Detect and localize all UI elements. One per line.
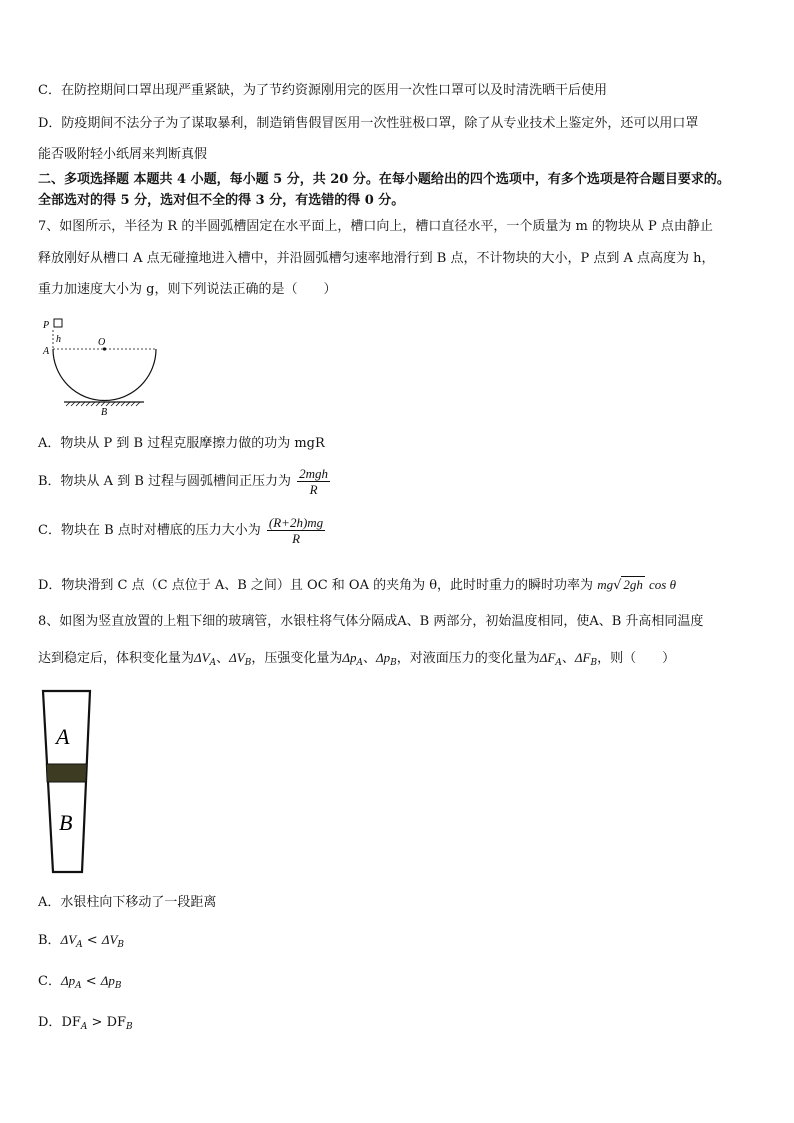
q8-stem-text4: ，则（ ） <box>597 651 676 666</box>
q8-sub-a3: A <box>555 658 562 668</box>
q8-option-c-label: C． <box>38 974 61 989</box>
q8-option-c-sub-a: A <box>75 981 82 991</box>
q7-stem-line2: 释放刚好从槽口 A 点无碰撞地进入槽中，并沿圆弧槽匀速率地滑行到 B 点，不计物块的大小，P 点到 A 点高度为 h， <box>38 251 715 266</box>
q6-option-c: C．在防控期间口罩出现严重紧缺，为了节约资源刚用完的医用一次性口罩可以及时清洗晒干后使用 <box>38 83 607 98</box>
label-o: O <box>98 337 106 348</box>
glass-tube-figure <box>38 688 98 878</box>
q8-sep1: 、 <box>216 651 230 666</box>
q8-sep3: 、 <box>561 651 575 666</box>
q7-stem-line1: 7、如图所示，半径为 R 的半圆弧槽固定在水平面上，槽口向上，槽口直径水平，一个质量为 m 的物块从 P 点由静止 <box>38 219 713 234</box>
q8-option-c-right: Δp <box>100 973 115 988</box>
q8-dva: ΔV <box>194 650 210 665</box>
q8-option-d-label: D． <box>38 1015 62 1030</box>
q7-option-c-denominator: R <box>292 531 301 546</box>
q8-option-b-sub-a: A <box>76 940 83 950</box>
q8-option-c-sub-b: B <box>114 981 122 991</box>
q7-option-c-fraction <box>267 515 325 546</box>
q7-option-b-text: B．物块从 A 到 B 过程与圆弧槽间正压力为 <box>38 474 292 489</box>
q8-option-d-left: DF <box>61 1015 81 1030</box>
q7-option-a: A．物块从 P 到 B 过程克服摩擦力做的功为 mgR <box>38 436 325 451</box>
q7-option-c <box>38 513 325 549</box>
q7-option-d-sqrt: 2gh <box>623 577 643 592</box>
label-h: h <box>56 334 61 345</box>
q6-option-d-line1: D．防疫期间不法分子为了谋取暴利，制造销售假冒医用一次性驻极口罩，除了从专业技术上鉴定外，还可以用口罩 <box>38 116 699 131</box>
label-b: B <box>101 407 108 418</box>
q8-option-b-right: ΔV <box>101 932 118 947</box>
q8-option-b-sub-b: B <box>117 940 125 950</box>
mercury-column <box>46 764 87 782</box>
q8-stem-text3: ，对液面压力的变化量为 <box>396 651 540 666</box>
label-p: P <box>43 320 50 331</box>
q7-option-b-fraction <box>297 466 330 497</box>
q7-option-d-mg: mg <box>597 577 614 592</box>
gas-label-b: B <box>59 810 73 835</box>
semicircle-arc <box>53 349 156 401</box>
q8-dfa: ΔF <box>539 650 556 665</box>
section2-header-line1: 二、多项选择题 本题共 4 小题，每小题 5 分，共 20 分。在每小题给出的四个选项中，有多个选项是符合题目要求的。 <box>38 172 730 187</box>
q8-sub-b2: B <box>390 658 397 668</box>
q8-option-c <box>38 972 122 995</box>
q8-option-b <box>38 931 124 954</box>
q7-option-c-text: C．物块在 B 点时对槽底的压力大小为 <box>38 523 261 538</box>
label-a: A <box>43 346 50 357</box>
gas-label-a: A <box>56 724 70 749</box>
q7-stem-line3: 重力加速度大小为 g，则下列说法正确的是（ ） <box>38 282 337 297</box>
q8-stem-text2: ，压强变化量为 <box>251 651 343 666</box>
q7-option-d-cos: cos θ <box>649 577 676 592</box>
q7-option-c-numerator: (R+2h)mg <box>268 515 324 530</box>
q8-sub-a1: A <box>209 658 217 668</box>
q8-option-c-op: < <box>81 974 101 989</box>
semicircle-groove-figure <box>36 312 166 422</box>
q8-dvb: ΔV <box>229 650 245 665</box>
ground-hatch <box>66 402 140 406</box>
q8-sep2: 、 <box>362 651 376 666</box>
q8-option-b-left: ΔV <box>60 932 77 947</box>
q8-option-d-sub-a: A <box>80 1022 88 1032</box>
block-p <box>54 319 62 327</box>
q8-dpa: Δp <box>342 650 357 665</box>
q8-sub-a2: A <box>356 658 363 668</box>
q6-option-d-line2: 能否吸附轻小纸屑来判断真假 <box>38 147 208 162</box>
q8-dfb: ΔF <box>574 650 591 665</box>
q8-sub-b3: B <box>590 658 598 668</box>
section2-header-line2: 全部选对的得 5 分，选对但不全的得 3 分，有选错的得 0 分。 <box>38 193 405 208</box>
q8-option-a: A．水银柱向下移动了一段距离 <box>38 895 217 910</box>
q8-stem-line1: 8、如图为竖直放置的上粗下细的玻璃管，水银柱将气体分隔成A、B 两部分，初始温度相同，使A、B 升高相同温度 <box>38 614 704 629</box>
q8-option-b-label: B． <box>38 933 61 948</box>
q8-stem-text1: 达到稳定后，体积变化量为 <box>38 651 195 666</box>
q8-option-d-sub-b: B <box>126 1022 133 1032</box>
q7-option-b-denominator: R <box>309 482 318 497</box>
q8-option-c-left: Δp <box>60 973 76 988</box>
q7-option-b <box>38 464 330 500</box>
q7-option-d-text: D．物块滑到 C 点（C 点位于 A、B 之间）且 OC 和 OA 的夹角为 θ，此时时重力的瞬时功率为 <box>38 578 594 593</box>
q8-option-b-op: < <box>82 933 102 948</box>
q7-option-d: D．物块滑到 C 点（C 点位于 A、B 之间）且 OC 和 OA 的夹角为 θ，此时时重力的瞬时功率为 mg√ 2gh cos θ <box>38 577 676 593</box>
q8-dpb: Δp <box>375 650 391 665</box>
q8-stem-line2 <box>38 649 675 672</box>
q8-option-d-op: > <box>87 1015 107 1030</box>
q7-option-b-numerator: 2mgh <box>299 466 329 481</box>
q8-option-d-right: DF <box>106 1015 127 1030</box>
q8-sub-b1: B <box>244 658 252 668</box>
q8-option-d <box>38 1014 133 1036</box>
